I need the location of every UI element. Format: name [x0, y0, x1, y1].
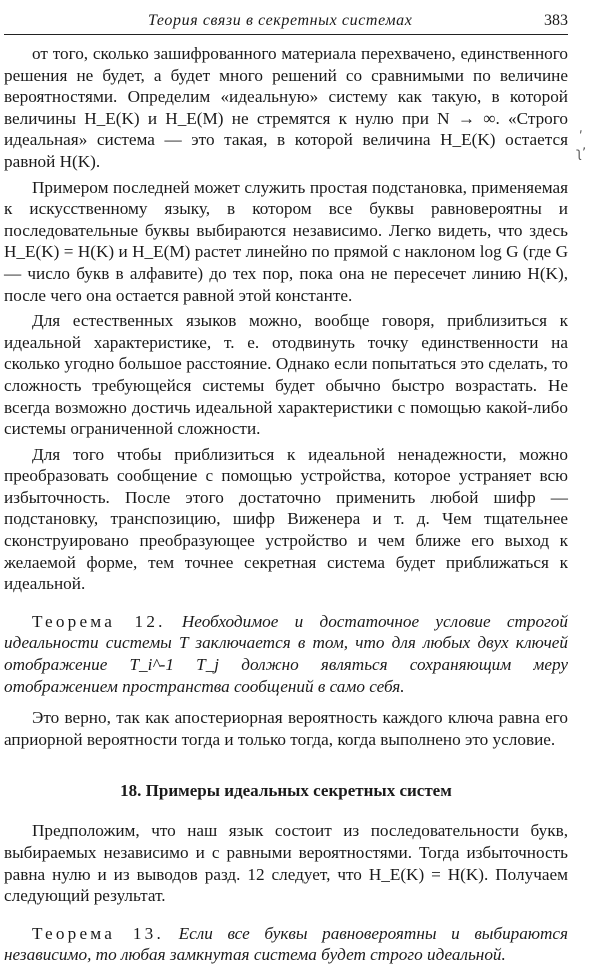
margin-pencil-mark: ʅʼ — [576, 146, 587, 161]
paragraph-natural-languages: Для естественных языков можно, вообще говоря, приблизиться к идеальной характеристике, т. е. отодвинуть точку единственности на сколько угодно большое расстояние. Однако если попытаться это сделать, то сложность требующейся системы будет обычно быстро возрастать. Не всегда возможно достичь идеальной характеристики с помощью какой-либо системы ограниченной сложности. — [4, 311, 568, 439]
running-header — [4, 12, 568, 35]
section-heading: 18. Примеры идеальных секретных систем — [120, 781, 452, 801]
theorem-13-label: Теорема 13. — [32, 923, 164, 943]
paragraph-simple-substitution: Примером последней может служить простая подстановка, применяемая к искусственному языку, в котором все буквы равновероятны и последовательные буквы выбираются независимо. Легко видеть, что здесь H_E(K) = H(K) и H_E(M) растет линейно по прямой с наклоном log G (где G — число букв в алфавите) до тех пор, пока она не пересечет линию H(K), после чего она остается равной этой константе. — [4, 177, 568, 305]
paragraph-proof-note: Это верно, так как апостериорная вероятность каждого ключа равна его априорной вероятности тогда и только тогда, когда выполнено это условие. — [4, 708, 568, 749]
theorem-13 — [4, 923, 568, 966]
page-number: 383 — [544, 12, 568, 29]
theorem-12-text: Необходимое и достаточное условие строгой идеальности системы T заключается в том, что для любых двух ключей отображение T_i^-1 T_j должно являться сохраняющим меру отображением пространства сообщений в само себя. — [4, 611, 568, 696]
running-title: Теория связи в секретных системах — [148, 12, 413, 29]
margin-pencil-mark: ʹ — [579, 130, 583, 145]
page-body — [4, 43, 568, 966]
theorem-12 — [4, 611, 568, 697]
paragraph-redundancy-removal: Для того чтобы приблизиться к идеальной ненадежности, можно преобразовать сообщение с помощью устройства, которое устраняет всю избыточность. После этого достаточно применить любой шифр — подстановку, транспозицию, шифр Виженера и т. д. Чем тщательнее сконструировано преобразующее устройство и чем ближе его выход к желаемой форме, тем точнее секретная система будет приближаться к идеальной. — [4, 444, 568, 594]
paragraph-equal-probabilities: Предположим, что наш язык состоит из последовательности букв, выбираемых независимо и с равными вероятностями. Тогда избыточность равна нулю и из выводов разд. 12 следует, что H_E(K) = H(K). Получаем следующий результат. — [4, 821, 568, 906]
theorem-13-text: Если все буквы равновероятны и выбираются независимо, то любая замкнутая система будет строго идеальной. — [4, 923, 569, 965]
paragraph-ideal-system: от того, сколько зашифрованного материала перехвачено, единственного решения не будет, а будет много решений со сравнимыми по величине вероятностями. Определим «идеальную» систему как такую, в которой величины H_E(K) и H_E(M) не стремятся к нулю при N → ∞. «Строго идеальная» система — это такая, в которой величина H_E(K) остается равной H(K). — [4, 44, 568, 171]
theorem-12-label: Теорема 12. — [32, 611, 166, 631]
